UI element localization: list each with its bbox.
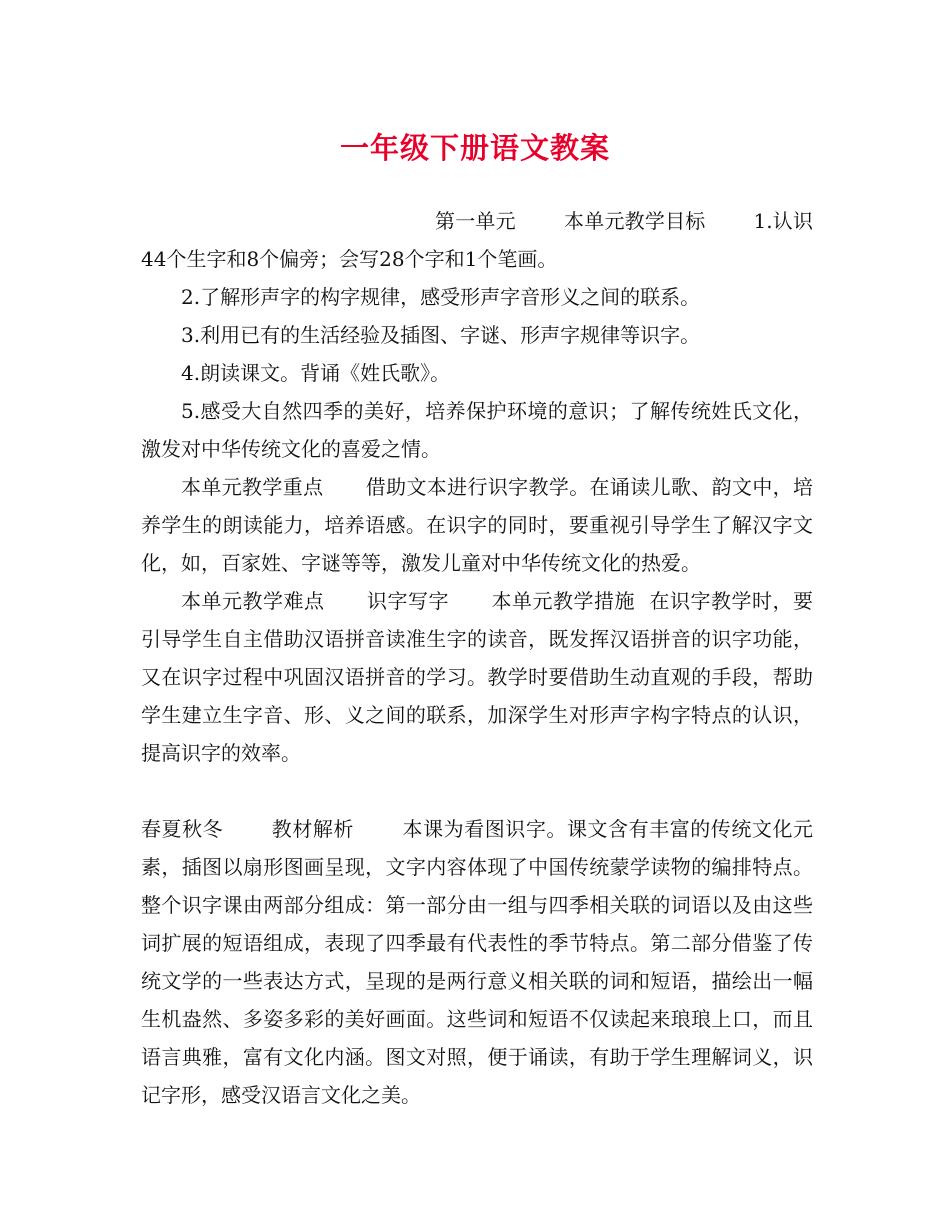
focus-paragraph bbox=[141, 468, 813, 582]
focus-text: 借助文本进行识字教学。在诵读儿歌、韵文中，培养学生的朗读能力，培养语感。在识字的同时，要重视引导学生了解汉字文化，如，百家姓、字谜等等，激发儿童对中华传统文化的热爱。 bbox=[141, 475, 814, 575]
paragraph-spacer bbox=[141, 772, 813, 810]
measures-text: 在识字教学时，要引导学生自主借助汉语拼音读准生字的读音，既发挥汉语拼音的识字功能，又在识字过程中巩固汉语拼音的学习。教学时要借助生动直观的手段，帮助学生建立生字音、形、义之间的联系，加深学生对形声字构字特点的认识，提高识字的效率。 bbox=[141, 589, 813, 765]
goal-2: 2.了解形声字的构字规律，感受形声字音形义之间的联系。 bbox=[181, 285, 701, 309]
difficulty-measures-paragraph bbox=[141, 582, 813, 772]
goal-1: 1.认识44个生字和8个偏旁；会写28个字和1个笔画。 bbox=[141, 209, 814, 271]
focus-label: 本单元教学重点 bbox=[181, 475, 324, 499]
analysis-label: 教材解析 bbox=[271, 817, 354, 841]
goals-label: 本单元教学目标 bbox=[563, 209, 706, 233]
document-title: 一年级下册语文教案 bbox=[339, 131, 610, 165]
goal-3: 3.利用已有的生活经验及插图、字谜、形声字规律等识字。 bbox=[181, 323, 701, 347]
analysis-text: 本课为看图识字。课文含有丰富的传统文化元素，插图以扇形图画呈现，文字内容体现了中国传统蒙学读物的编排特点。整个识字课由两部分组成：第一部分由一组与四季相关联的词语以及由这些词扩展的短语组成，表现了四季最有代表性的季节特点。第二部分借鉴了传统文学的一些表达方式，呈现的是两行意义相关联的词和短语，描绘出一幅生机盎然、多姿多彩的美好画面。这些词和短语不仅读起来琅琅上口，而且语言典雅，富有文化内涵。图文对照，便于诵读，有助于学生理解词义，识记字形，感受汉语言文化之美。 bbox=[141, 817, 814, 1107]
goal-5: 5.感受大自然四季的美好，培养保护环境的意识；了解传统姓氏文化，激发对中华传统文化的喜爱之情。 bbox=[141, 399, 813, 461]
measures-label: 本单元教学措施 bbox=[491, 589, 635, 613]
difficulty-label: 本单元教学难点 bbox=[181, 589, 325, 613]
unit-goals-paragraph bbox=[141, 202, 813, 278]
difficulty-text: 识字写字 bbox=[366, 589, 449, 613]
lesson-name: 春夏秋冬 bbox=[141, 817, 224, 841]
document-body bbox=[141, 202, 813, 1114]
unit-name: 第一单元 bbox=[435, 209, 516, 233]
lesson-paragraph bbox=[141, 810, 813, 1114]
goal-4: 4.朗读课文。背诵《姓氏歌》。 bbox=[181, 361, 451, 385]
